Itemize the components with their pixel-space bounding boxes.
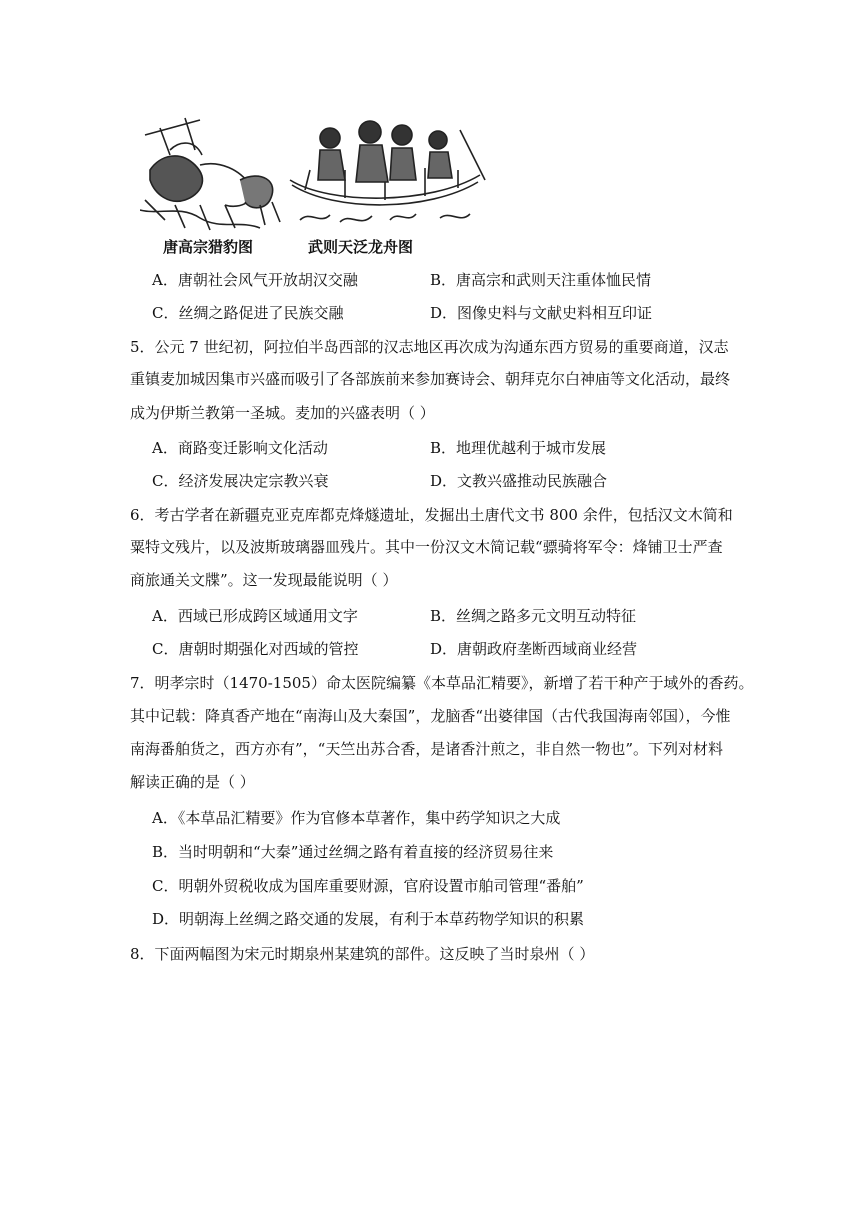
q4-option-a: A．唐朝社会风气开放胡汉交融 — [152, 271, 358, 289]
q7-stem-line-4: 解读正确的是（ ） — [130, 773, 255, 791]
q4-option-c: C．丝绸之路促进了民族交融 — [152, 304, 344, 322]
q7-option-d: D．明朝海上丝绸之路交通的发展，有利于本草药物学知识的积累 — [152, 910, 585, 928]
q7-option-b: B．当时明朝和“大秦”通过丝绸之路有着直接的经济贸易往来 — [152, 843, 554, 861]
q5-stem-line-2: 重镇麦加城因集市兴盛而吸引了各部族前来参加赛诗会、朝拜克尔白神庙等文化活动，最终 — [130, 370, 731, 388]
q6-stem-line-2: 粟特文残片，以及波斯玻璃器皿残片。其中一份汉文木简记载“骠骑将军令：烽铺卫士严查 — [130, 538, 723, 556]
q5-option-b: B．地理优越利于城市发展 — [430, 439, 607, 457]
q5-option-a: A．商路变迁影响文化活动 — [152, 439, 328, 457]
q7-stem-line-2: 其中记载：降真香产地在“南海山及大秦国”，龙脑香“出婆律国（古代我国海南邻国），今惟 — [130, 707, 731, 725]
q7-option-c: C．明朝外贸税收成为国库重要财源，官府设置市舶司管理“番舶” — [152, 877, 584, 895]
q7-stem-line-3: 南海番舶货之，西方亦有”，“天竺出苏合香，是诸香汁煎之，非自然一物也”。下列对材料 — [130, 740, 724, 758]
q6-stem-line-3: 商旅通关文牒”。这一发现最能说明（ ） — [130, 571, 398, 589]
historical-illustration — [140, 110, 488, 256]
q8-stem-line-1: 8．下面两幅图为宋元时期泉州某建筑的部件。这反映了当时泉州（ ） — [130, 945, 595, 963]
q4-option-d: D．图像史料与文献史料相互印证 — [430, 304, 653, 322]
q7-option-a: A．《本草品汇精要》作为官修本草著作，集中药学知识之大成 — [152, 809, 561, 827]
q5-stem-line-3: 成为伊斯兰教第一圣城。麦加的兴盛表明（ ） — [130, 404, 435, 422]
q5-stem-line-1: 5．公元 7 世纪初，阿拉伯半岛西部的汉志地区再次成为沟通东西方贸易的重要商道，汉志 — [130, 338, 729, 356]
q6-stem-line-1: 6．考古学者在新疆克亚克库都克烽燧遗址，发掘出土唐代文书 800 余件，包括汉文木简和 — [130, 506, 733, 524]
q6-option-d: D．唐朝政府垄断西域商业经营 — [430, 640, 638, 658]
illustration-drawing — [140, 110, 488, 256]
q4-option-b: B．唐高宗和武则天注重体恤民情 — [430, 271, 652, 289]
q6-option-b: B．丝绸之路多元文明互动特征 — [430, 607, 637, 625]
q5-option-d: D．文教兴盛推动民族融合 — [430, 472, 608, 490]
caption-left: 唐高宗猎豹图 — [163, 238, 254, 256]
q6-option-a: A．西域已形成跨区域通用文字 — [152, 607, 358, 625]
caption-right: 武则天泛龙舟图 — [308, 238, 414, 256]
q6-option-c: C．唐朝时期强化对西域的管控 — [152, 640, 359, 658]
q7-stem-line-1: 7．明孝宗时（1470-1505）命太医院编纂《本草品汇精要》，新增了若干种产于域外的香药。 — [130, 674, 754, 692]
q5-option-c: C．经济发展决定宗教兴衰 — [152, 472, 329, 490]
